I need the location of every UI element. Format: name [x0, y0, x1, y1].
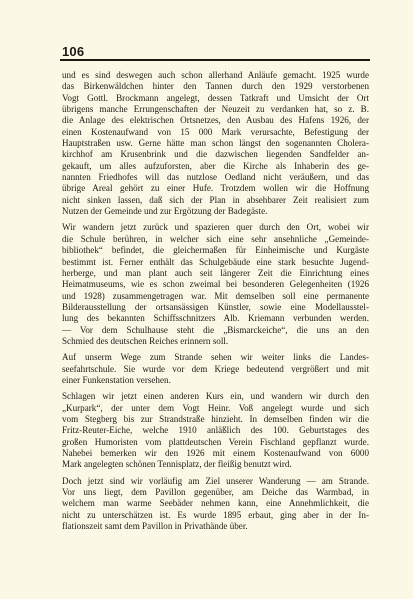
text-line: Nahebei bemerken wir den 1926 mit einem Kostenaufwand von 6000 [62, 448, 369, 458]
text-line: Heimatmuseums, wie es schon zweimal bei besonderen Gelegenheiten (1926 [62, 279, 369, 290]
paragraph [62, 352, 369, 386]
text-line: bestimmt ist. Ferner enthält das Schulgebäude eine stark besuchte Jugend- [62, 256, 369, 267]
page-number: 106 [62, 44, 85, 59]
text-line: nicht zu unterschätzen ist. Es wurde 1895 erbaut, ging aber in der In- [62, 509, 369, 520]
text-line: flationszeit samt dem Pavillon in Privathände über. [62, 521, 248, 532]
text-line: Vor uns liegt, dem Pavillon gegenüber, am Deiche das Warmbad, in [62, 487, 369, 498]
text-line: übrigens manche Errungenschaften der Neuzeit zu verdanken hat, so z. B. [62, 104, 369, 115]
text-line: und 1928) zusammengetragen war. Mit demselben soll eine permanente [62, 290, 369, 301]
text-line: Doch jetzt sind wir vorläufig am Ziel unserer Wanderung — am Strande. [62, 475, 369, 486]
text-line: Bilderausstellung der ortsansässigen Künstler, sowie eine Modellausstel- [62, 301, 369, 312]
text-line: gekauft, um alles aufzuforsten, aber die Kirche als Inhaberin des ge- [62, 160, 369, 171]
text-line: Schlagen wir jetzt einen anderen Kurs ein, und wandern wir durch den [62, 391, 369, 402]
text-line: Mark angelegten schönen Tennisplatz, der fleißig benutzt wird. [62, 459, 292, 470]
text-line: bibliothek“ befindet, die gleichermaßen für Einheimische und Kurgäste [62, 245, 369, 256]
text-line: nicht sinken lassen, daß sich der Plan in absehbarer Zeit realisiert zum [62, 194, 369, 205]
text-line: kirchhof am Krusenbrink und die dazwischen liegenden Sandfelder an- [62, 149, 369, 160]
text-line: die Anlage des elektrischen Ortsnetzes, den Ausbau des Hafens 1926, der [62, 115, 369, 126]
paragraph [62, 391, 369, 470]
body-text [62, 70, 369, 537]
text-line: großen Humoristen vom plattdeutschen Verein Fischland gepflanzt wurde. [62, 436, 369, 447]
paragraph [62, 70, 369, 217]
text-line: Wir wandern jetzt zurück und spazieren quer durch den Ort, wobei wir [62, 222, 369, 233]
text-line: Hauptstraßen usw. Gerne hätte man schon längst den sogenannten Cholera- [62, 138, 369, 149]
text-line: Auf unserm Wege zum Strande sehen wir weiter links die Landes- [62, 352, 369, 363]
text-line: einen Kostenaufwand von 15 000 Mark verursachte, Befestigung der [62, 126, 369, 137]
text-line: „Kurpark“, der unter dem Vogt Heinr. Voß angelegt wurde und sich [62, 402, 369, 413]
text-line: Vogt Gottl. Brockmann angelegt, dessen Tatkraft und Umsicht der Ort [62, 92, 369, 103]
text-line: das Birkenwäldchen hinter den Tannen durch den 1929 verstorbenen [62, 81, 369, 92]
text-line: nannten Friedhofes will das nutzlose Oedland nicht veräußern, und das [62, 172, 369, 183]
text-line: Nutzen der Gemeinde und zur Ergötzung der Badegäste. [62, 206, 268, 217]
text-line: herberge, und man plant auch seit längerer Zeit die Einrichtung eines [62, 267, 369, 278]
text-line: — Vor dem Schulhause steht die „Bismarckeiche“, die uns an den [62, 324, 369, 335]
text-line: einer Funkenstation versehen. [62, 374, 171, 385]
text-line: seefahrtschule. Sie wurde vor dem Kriege bedeutend vergrößert und mit [62, 363, 369, 374]
text-line: Fritz-Reuter-Eiche, welche 1910 anläßlich des 100. Geburtstages des [62, 425, 369, 436]
paragraph [62, 476, 369, 533]
text-line: Schmied des deutschen Reiches erinnern soll. [62, 335, 229, 346]
header-rule [60, 59, 370, 61]
text-line: und es sind deswegen auch schon allerhand Anläufe gemacht. 1925 wurde [62, 70, 369, 80]
paragraph [62, 222, 369, 347]
text-line: übrige Areal gehört zu einer Hufe. Trotzdem wollen wir die Hoffnung [62, 183, 369, 194]
text-line: lung des bekannten Schiffsschnitzers Alb. Kriemann verbunden werden. [62, 313, 369, 324]
text-line: welchem man warme Seebäder nehmen kann, eine Annehmlichkeit, die [62, 498, 369, 509]
text-line: vom Stegberg bis zur Strandstraße hinzieht. In demselben finden wir die [62, 413, 369, 424]
text-line: die Schule berühren, in welcher sich eine sehr ansehnliche „Gemeinde- [62, 233, 369, 244]
